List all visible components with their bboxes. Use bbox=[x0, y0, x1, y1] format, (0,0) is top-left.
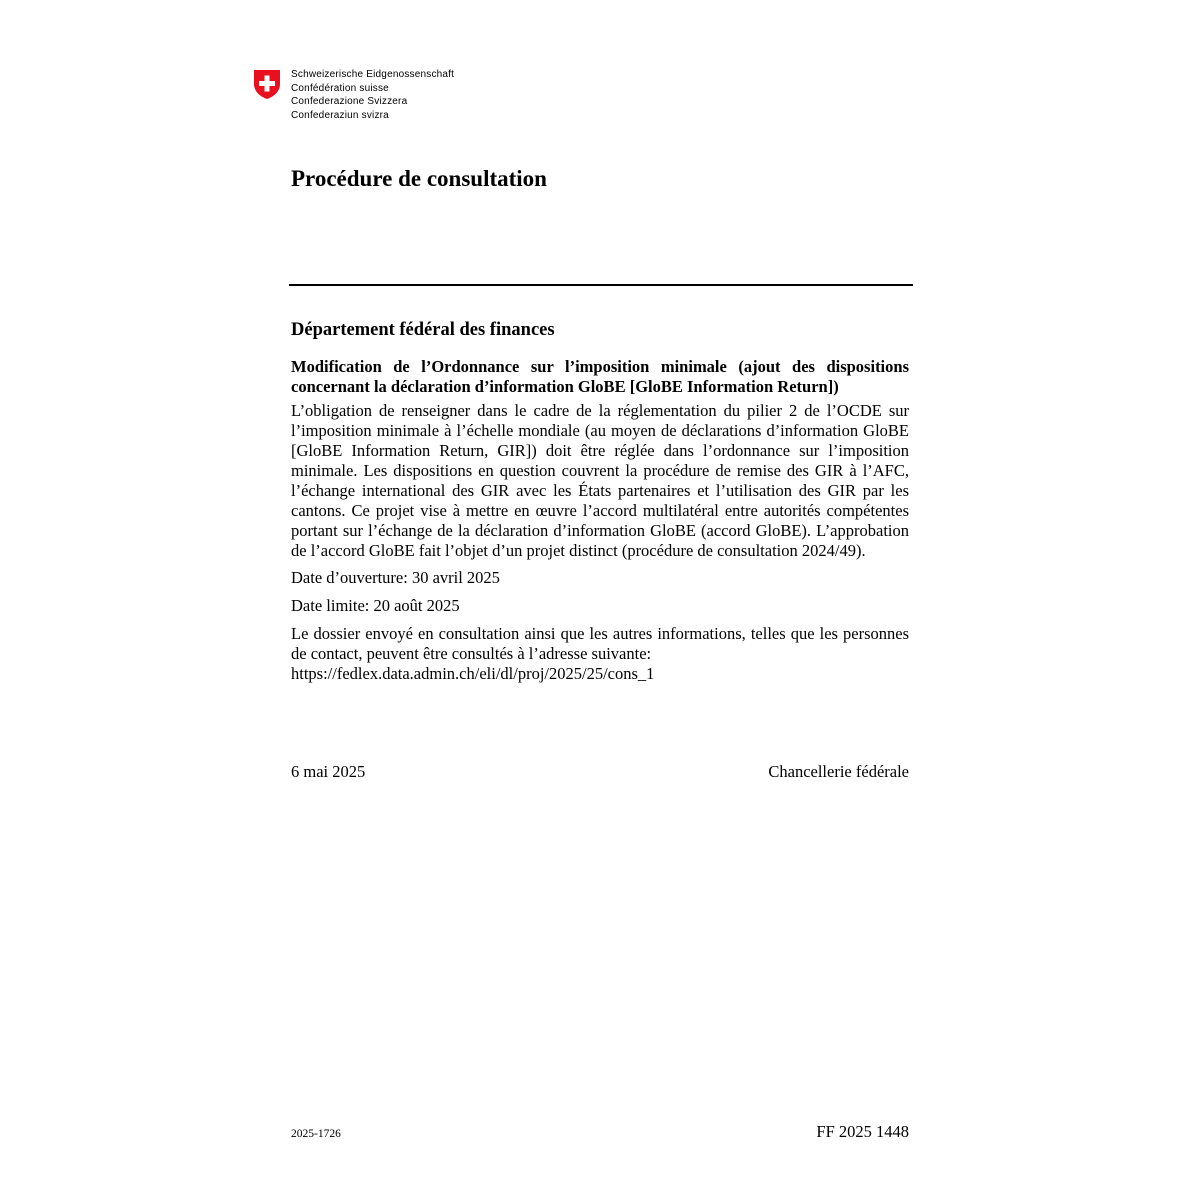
title-divider bbox=[289, 284, 913, 286]
document-number: 2025-1726 bbox=[291, 1128, 341, 1140]
page-footer bbox=[291, 1122, 909, 1142]
main-content bbox=[291, 317, 909, 684]
confederation-name-de: Schweizerische Eidgenossenschaft bbox=[291, 69, 455, 80]
deadline-date: Date limite: 20 août 2025 bbox=[291, 596, 460, 615]
confederation-name-it: Confederazione Svizzera bbox=[291, 96, 408, 107]
confederation-name-fr: Confédération suisse bbox=[291, 82, 389, 94]
signature-line bbox=[291, 761, 909, 783]
department-heading: Département fédéral des finances bbox=[291, 320, 555, 340]
consultation-link[interactable]: https://fedlex.data.admin.ch/eli/dl/proj/2025/25/cons_1 bbox=[291, 664, 655, 683]
info-text: Le dossier envoyé en consultation ainsi que les autres informations, telles que les personnes de contact, peuvent être consultés à l’adresse suivante: bbox=[291, 624, 909, 663]
issuer: Chancellerie fédérale bbox=[768, 762, 909, 781]
confederation-name-rm: Confederaziun svizra bbox=[291, 109, 389, 121]
page-header bbox=[253, 68, 454, 122]
subject-heading: Modification de l’Ordonnance sur l’imposition minimale (ajout des dispositions concernant la déclaration d’information GloBE [GloBE Information Return]) bbox=[291, 357, 909, 396]
swiss-crest-icon bbox=[253, 69, 281, 100]
federal-gazette-reference: FF 2025 1448 bbox=[816, 1122, 909, 1141]
page-title: Procédure de consultation bbox=[291, 166, 547, 191]
body-paragraph: L’obligation de renseigner dans le cadre de la réglementation du pilier 2 de l’OCDE sur l’imposition minimale à l’échelle mondiale (au moyen de déclarations d’information GloBE [GloBE Information Return, GIR]) doit être réglée dans l’ordonnance sur l’imposition minimale. Les dispositions en question couvrent la procédure de remise des GIR à l’AFC, l’échange international des GIR avec les États partenaires et l’utilisation des GIR par les cantons. Ce projet vise à mettre en œuvre l’accord multilatéral entre autorités compétentes portant sur l’échange de la déclaration d’information GloBE (accord GloBE). L’approbation de l’accord GloBE fait l’objet d’un projet distinct (procédure de consultation 2024/49). bbox=[291, 401, 909, 560]
opening-date: Date d’ouverture: 30 avril 2025 bbox=[291, 568, 500, 587]
info-paragraph bbox=[291, 624, 909, 684]
confederation-names bbox=[291, 68, 454, 122]
publication-date: 6 mai 2025 bbox=[291, 762, 366, 781]
